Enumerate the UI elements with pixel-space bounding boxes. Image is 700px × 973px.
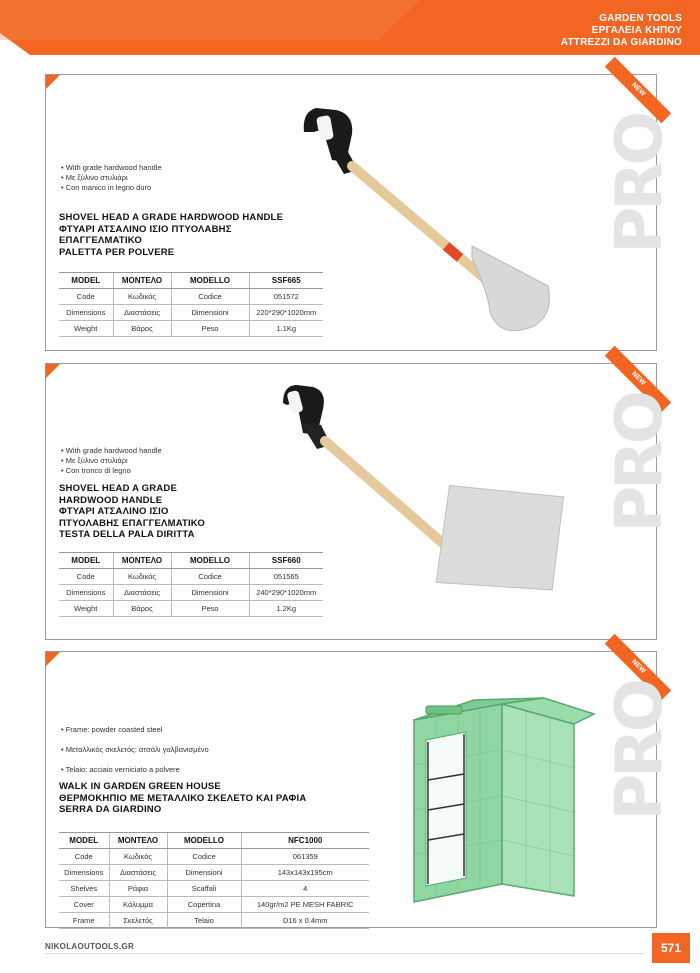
table-cell: Dimensioni [171,585,249,601]
table-cell: Shelves [59,881,109,897]
table-cell: Code [59,569,113,585]
table-row [59,913,369,929]
table-cell: Βάρος [113,601,171,617]
column-header: MODELLO [171,553,249,569]
feature-item: • Telaio: acciaio verniciato a polvere [61,760,209,780]
table-cell: Κωδικός [109,849,167,865]
spec-table [59,552,323,617]
product-title [59,781,306,816]
table-cell: Weight [59,601,113,617]
feature-item: • Μεταλλικός σκελετός: ατσάλι γαλβανισμένο [61,740,209,760]
panel-corner [46,652,60,666]
shovel-round-image [296,100,546,340]
table-cell: Διαστάσεις [109,865,167,881]
table-cell: Διαστάσεις [113,585,171,601]
table-row [59,569,323,585]
table-cell: 240*290*1020mm [249,585,323,601]
feature-list [61,720,209,780]
table-row [59,585,323,601]
feature-item: • Με ξύλινο στυλιάρι [61,456,162,466]
category-it: ATTREZZI DA GIARDINO [560,37,682,48]
footer-divider [45,953,645,954]
table-cell: 140gr/m2 PE MESH FABRIC [241,897,369,913]
product-title [59,212,283,258]
table-row [59,865,369,881]
table-cell: D16 x 0.4mm [241,913,369,929]
table-row [59,849,369,865]
table-cell: Dimensions [59,305,113,321]
panel-corner [46,75,60,89]
table-header-row [59,553,323,569]
table-row [59,881,369,897]
title-line: ΘΕΡΜΟΚΗΠΙΟ ΜΕ ΜΕΤΑΛΛΙΚΟ ΣΚΕΛΕΤΟ ΚΑΙ ΡΑΦΙΑ [59,792,307,804]
title-line: ΦΤΥΑΡΙ ΑΤΣΑΛΙΝΟ ΙΣΙΟ [59,506,169,517]
table-cell: Codice [167,849,241,865]
new-badge: NEW [605,57,671,123]
table-cell: Scaffali [167,881,241,897]
table-cell: 4 [241,881,369,897]
new-badge: NEW [605,634,671,700]
table-row [59,897,369,913]
table-cell: Codice [171,289,249,305]
table-cell: Σκελετός [109,913,167,929]
title-line: SHOVEL HEAD A GRADE [59,483,177,494]
table-cell: Weight [59,321,113,337]
title-line: ΦΤΥΑΡΙ ΑΤΣΑΛΙΝΟ ΙΣΙΟ ΠΤΥΟΛΑΒΗΣ [59,223,232,235]
column-header: MODEL [59,833,109,849]
page-number: 571 [652,933,690,963]
feature-item: • With grade hardwood handle [61,446,162,456]
column-header: SSF660 [249,553,323,569]
title-line: SHOVEL HEAD A GRADE HARDWOOD HANDLE [59,212,284,223]
table-cell: Βάρος [113,321,171,337]
table-cell: 051565 [249,569,323,585]
table-row [59,321,323,337]
column-header: NFC1000 [241,833,369,849]
product-panel-nfc1000 [45,651,677,928]
header-accent [0,0,420,40]
footer-website[interactable]: NIKOLAOUTOOLS.GR [45,942,135,951]
greenhouse-image [384,670,594,922]
table-cell: Διαστάσεις [113,305,171,321]
column-header: MODELLO [171,273,249,289]
title-line: TESTA DELLA PALA DIRITTA [59,529,195,540]
table-cell: Ράφια [109,881,167,897]
feature-item: • Με ξύλινο στυλιάρι [61,173,162,183]
category-header [561,13,682,49]
table-cell: Code [59,849,109,865]
column-header: ΜΟΝΤΕΛΟ [113,273,171,289]
product-panel-ssf665 [45,74,677,351]
title-line: WALK IN GARDEN GREEN HOUSE [59,781,221,792]
table-cell: Cover [59,897,109,913]
pro-watermark: PRO [603,394,677,533]
column-header: MODEL [59,273,113,289]
table-cell: 220*290*1020mm [249,305,323,321]
table-cell: Codice [171,569,249,585]
feature-item: • Con tronco di legno [61,466,162,476]
table-cell: 1.1Kg [249,321,323,337]
table-cell: Dimensions [59,865,109,881]
panel-corner [46,364,60,378]
table-header-row [59,273,323,289]
table-cell: 143x143x195cm [241,865,369,881]
table-cell: Κωδικός [113,569,171,585]
table-cell: Copertina [167,897,241,913]
new-badge: NEW [605,346,671,412]
table-row [59,305,323,321]
table-cell: Dimensioni [167,865,241,881]
feature-list [61,446,162,476]
table-cell: Peso [171,601,249,617]
spec-table [59,832,369,929]
table-row [59,289,323,305]
product-title [59,483,205,541]
table-cell: 061359 [241,849,369,865]
spec-table [59,272,323,337]
table-cell: 051572 [249,289,323,305]
table-header-row [59,833,369,849]
column-header: MODELLO [167,833,241,849]
column-header: MODEL [59,553,113,569]
feature-item: • Frame: powder coasted steel [61,720,209,740]
feature-item: • With grade hardwood handle [61,163,162,173]
feature-item: • Con manico in legno duro [61,183,162,193]
title-line: HARDWOOD HANDLE [59,494,163,506]
pro-watermark: PRO [603,115,677,254]
category-en: GARDEN TOOLS [599,13,682,24]
column-header: ΜΟΝΤΕΛΟ [109,833,167,849]
table-cell: Κωδικός [113,289,171,305]
title-line: ΕΠΑΓΓΕΛΜΑΤΙΚΟ [59,235,142,246]
table-cell: Dimensions [59,585,113,601]
table-cell: Telaio [167,913,241,929]
table-cell: Peso [171,321,249,337]
title-line: SERRA DA GIARDINO [59,804,162,815]
product-panel-ssf660 [45,363,677,640]
column-header: SSF665 [249,273,323,289]
table-cell: Κάλυμμα [109,897,167,913]
table-cell: Code [59,289,113,305]
table-row [59,601,323,617]
feature-list [61,163,162,193]
table-cell: Dimensioni [171,305,249,321]
title-line: PALETTA PER POLVERE [59,246,175,258]
table-cell: Frame [59,913,109,929]
pro-watermark: PRO [603,682,677,821]
title-line: ΠΤΥΟΛΑΒΗΣ ΕΠΑΓΓΕΛΜΑΤΙΚΟ [59,517,206,529]
column-header: ΜΟΝΤΕΛΟ [113,553,171,569]
table-cell: 1.2Kg [249,601,323,617]
category-gr: ΕΡΓΑΛΕΙΑ ΚΗΠΟΥ [591,25,682,36]
